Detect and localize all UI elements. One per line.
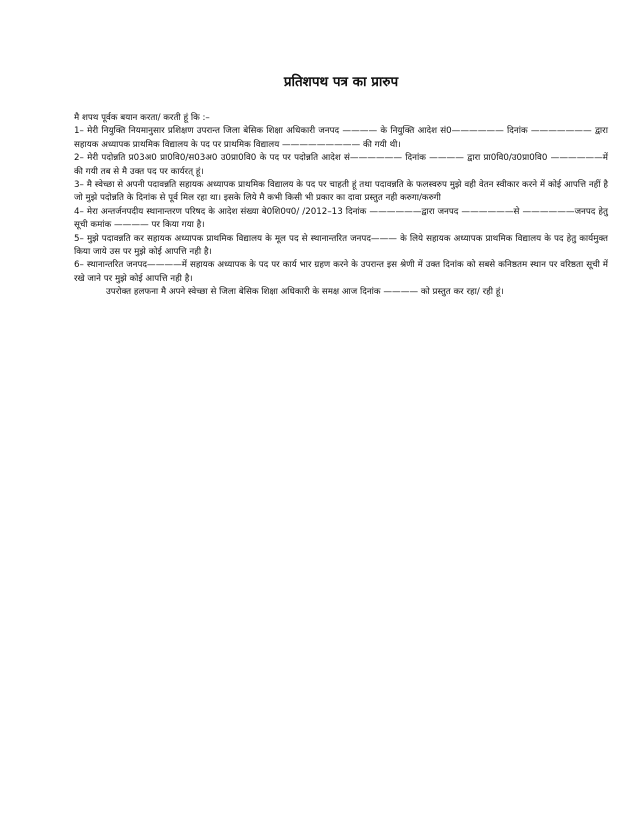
intro-statement: मै शपथ पूर्वक बयान करता/ करती हूं कि :– [74, 113, 210, 123]
paragraph-1: 1– मेरी नियुक्ति नियमानुसार प्रशिक्षण उपरान्त जिला बेसिक शिक्षा अधिकारी जनपद ———— के नियुक्ति आदेश सं0—————— दिनांक ——————— द्वारा सहायक अध्यापक प्राथमिक विद्यालय के पद पर प्राथमिक विद्यालय ————————— की गयी थी। [74, 126, 608, 150]
paragraph-6: 6– स्थानान्तरित जनपद————में सहायक अध्यापक के पद पर कार्य भार ग्रहण करने के उपरान्त इस श्रेणी में उक्त दिनांक को सबसे कनिष्ठतम स्थान पर वरिष्ठता सूची में रखे जाने पर मुझे कोई आपत्ति नही है। [74, 260, 608, 284]
document-title: प्रतिशपथ पत्र का प्रारुप [283, 74, 399, 90]
paragraph-2: 2– मेरी पदोन्नति प्र03अ0 प्रा0वि0/स03अ0 उ0प्रा0वि0 के पद पर पदोन्नति आदेश सं—————— दिनांक ———— द्वारा प्रा0वि0/उ0प्रा0वि0 ——————में की गयी तब से मै उक्त पद पर कार्यरत् हूं। [74, 153, 608, 177]
paragraph-3: 3– मै स्वेच्छा से अपनी पदावन्नति सहायक अध्यापक प्राथमिक विद्यालय के पद पर चाहती हूं तथा पदावन्नति के फलस्वरुप मुझे वही वेतन स्वीकार करने में कोई आपत्ति नहीं है जो मुझे पदोन्नति के दिनांक से पूर्व मिल रहा था। इसके लिये मै कभी किसी भी प्रकार का दावा प्रस्तुत नही करुगा/करुगी [74, 180, 608, 204]
affidavit-page [74, 72, 608, 300]
paragraph-4: 4– मेरा अन्तर्जनपदीय स्थानान्तरण परिषद के आदेश संख्या बे0शि0प0/ /2012–13 दिनांक ——————द्वारा जनपद ——————से ——————जनपद हेतु सूची कमांक ———— पर किया गया है। [74, 206, 608, 231]
paragraph-5: 5– मुझे पदावन्नति कर सहायक अध्यापक प्राथमिक विद्यालय के मूल पद से स्थानान्तरित जनपद——— के लिये सहायक अध्यापक प्राथमिक विद्यालय के पद हेतु कार्यमुक्त किया जाये उस पर मुझे कोई आपत्ति नही है। [74, 233, 608, 258]
closing-statement: उपरोक्त हलफना मै अपने स्वेच्छा से जिला बेसिक शिक्षा अधिकारी के समक्ष आज दिनांक ———— को प्रस्तुत कर रहा/ रही हूं। [106, 287, 504, 298]
